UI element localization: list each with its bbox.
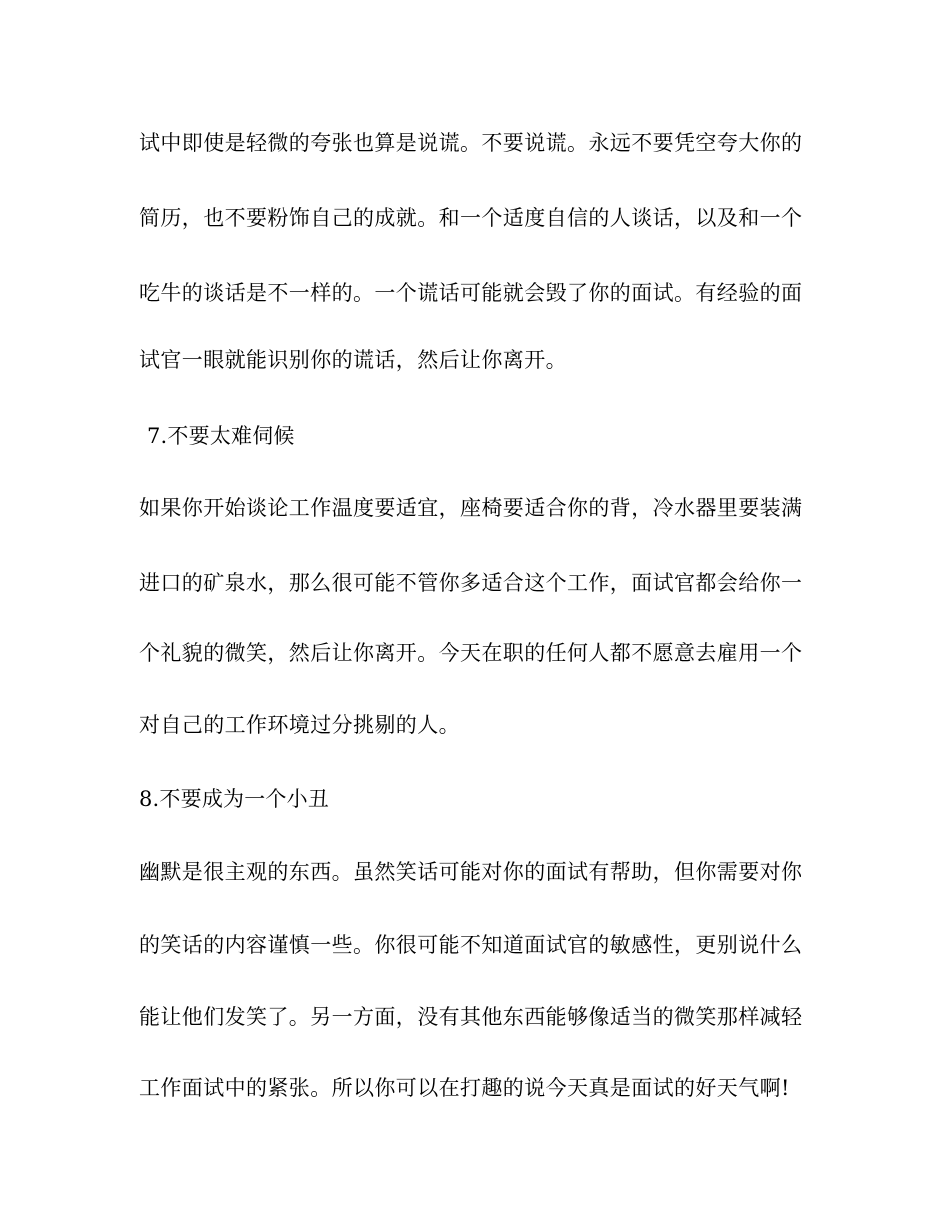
paragraph-line: 工作面试中的紧张。所以你可以在打趣的说今天真是面试的好天气啊! [139, 1076, 790, 1100]
paragraph-line: 试官一眼就能识别你的谎话，然后让你离开。 [139, 348, 567, 372]
paragraph-line: 对自己的工作环境过分挑剔的人。 [139, 713, 460, 737]
paragraph-line: 吃牛的谈话是不一样的。一个谎话可能就会毁了你的面试。有经验的面 [139, 281, 803, 305]
paragraph-line: 的笑话的内容谨慎一些。你很可能不知道面试官的敏感性，更别说什么 [139, 933, 803, 957]
paragraph-line: 个礼貌的微笑，然后让你离开。今天在职的任何人都不愿意去雇用一个 [139, 641, 803, 665]
paragraph-line: 试中即使是轻微的夸张也算是说谎。不要说谎。永远不要凭空夸大你的 [139, 131, 803, 155]
paragraph-line: 进口的矿泉水，那么很可能不管你多适合这个工作，面试官都会给你一 [139, 571, 803, 595]
paragraph-line: 简历，也不要粉饰自己的成就。和一个适度自信的人谈话，以及和一个 [139, 206, 803, 230]
paragraph-line: 如果你开始谈论工作温度要适宜，座椅要适合你的背，冷水器里要装满 [139, 496, 803, 520]
section-heading-7: 7.不要太难伺候 [147, 424, 295, 448]
section-heading-8: 8.不要成为一个小丑 [139, 787, 330, 811]
paragraph-line: 能让他们发笑了。另一方面，没有其他东西能够像适当的微笑那样减轻 [139, 1005, 803, 1029]
paragraph-line: 幽默是很主观的东西。虽然笑话可能对你的面试有帮助，但你需要对你 [139, 860, 803, 884]
